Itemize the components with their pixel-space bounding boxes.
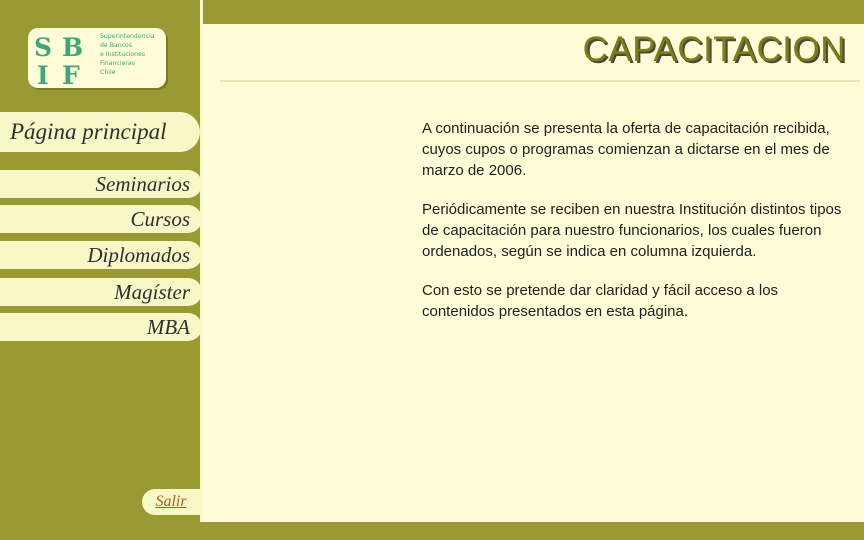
nav-item-label: Cursos [130,207,190,231]
svg-text:S: S [34,33,53,62]
sbif-logo [28,28,166,88]
nav-item-label: Diplomados [87,243,190,267]
header-bar [200,0,864,24]
nav-item-cursos[interactable] [0,205,202,233]
content-body [422,118,842,340]
nav-item-label: Magíster [114,280,190,304]
exit-link[interactable]: Salir [142,489,200,515]
logo-text-line: de Bancos [100,42,133,49]
nav-item-label: MBA [146,315,190,339]
logo-text-line: Superintendencia [100,33,155,40]
logo-text-line: Chile [100,69,116,76]
logo-text-line: Financieras [100,60,135,67]
svg-text:B: B [62,33,84,62]
nav-item-mba[interactable] [0,313,202,341]
nav-item-label: Seminarios [95,172,190,196]
title-divider [220,80,860,82]
nav-item-diplomados[interactable] [0,241,202,269]
nav-item-seminarios[interactable] [0,170,202,198]
logo-text-line: e Instituciones [100,51,146,58]
sbif-logo-text [100,32,164,77]
svg-text:I: I [37,61,49,86]
intro-paragraph: Con esto se pretende dar claridad y fácil acceso a los contenidos presentados en esta página. [422,282,779,320]
sidebar-divider [200,0,203,540]
page-title: CAPACITACION [582,30,846,69]
nav-main-page-label: Página principal [10,119,167,144]
nav-item-magister[interactable] [0,278,202,306]
intro-paragraph: A continuación se presenta la oferta de capacitación recibida, cuyos cupos o programas comienzan a dictarse en el mes de marzo de 2006. [422,120,830,179]
footer-bar [200,522,864,540]
svg-text:F: F [62,61,80,86]
intro-paragraph: Periódicamente se reciben en nuestra Institución distintos tipos de capacitación para nuestro funcionarios, los cuales fueron ordenados, según se indica en columna izquierda. [422,201,842,260]
sbif-logo-mark [32,32,94,86]
nav-main-page[interactable] [0,112,200,152]
